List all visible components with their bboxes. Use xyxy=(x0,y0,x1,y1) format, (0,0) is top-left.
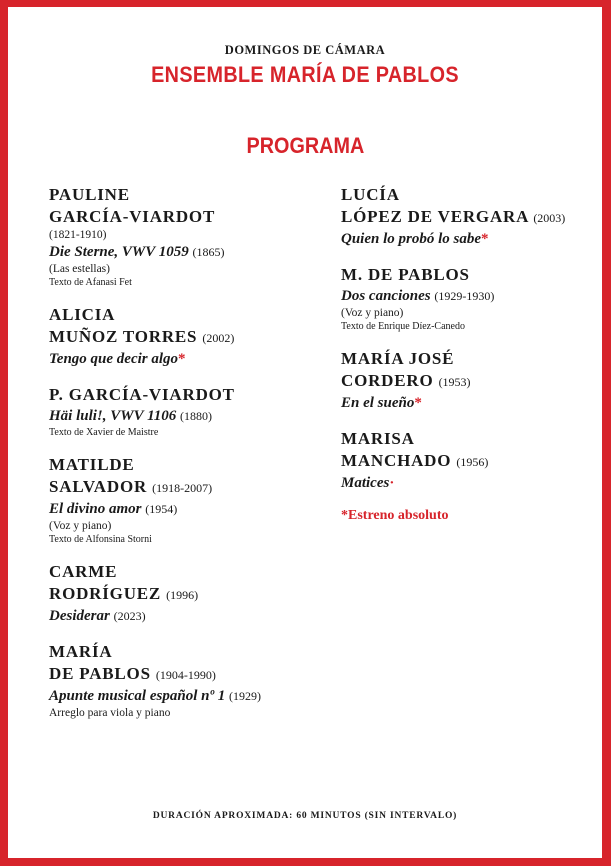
program-item xyxy=(341,264,591,333)
composer-name xyxy=(49,206,319,228)
premiere-mark: * xyxy=(178,351,186,367)
work-title xyxy=(341,286,591,306)
composer-name: LUCÍA xyxy=(341,185,400,204)
composer-name: MARÍA xyxy=(49,642,113,661)
work-title xyxy=(49,406,319,426)
work-title xyxy=(341,229,591,249)
work-note: Texto de Alfonsina Storni xyxy=(49,534,152,545)
composer-surname: GARCÍA-VIARDOT xyxy=(49,207,216,226)
work-name: Dos canciones xyxy=(341,288,431,304)
right-column xyxy=(341,184,591,524)
work-note: Arreglo para viola y piano xyxy=(49,707,171,719)
composer-name xyxy=(341,450,591,473)
composer-surname: MANCHADO xyxy=(341,451,452,470)
work-name: Desiderar xyxy=(49,608,110,624)
composer-name: P. GARCÍA-VIARDOT xyxy=(49,385,235,404)
composer-years: (1904-1990) xyxy=(155,668,216,682)
work-title xyxy=(341,393,591,413)
work-name: Tengo que decir algo xyxy=(49,351,179,367)
work-year: (1929-1930) xyxy=(434,289,495,303)
work-name: Die Sterne, VWV 1059 xyxy=(49,244,189,260)
premiere-legend xyxy=(341,508,591,524)
composer-years: (1956) xyxy=(456,455,489,469)
work-note: (Voz y piano) xyxy=(341,307,404,319)
program-item xyxy=(341,428,591,493)
ensemble-title: ENSEMBLE MARÍA DE PABLOS xyxy=(151,62,459,87)
premiere-mark: * xyxy=(414,395,422,411)
composer-name xyxy=(341,370,591,393)
composer-name xyxy=(49,583,319,606)
composer-surname: CORDERO xyxy=(341,371,434,390)
composer-name xyxy=(49,663,319,686)
duration-footer: DURACIÓN APROXIMADA: 60 MINUTOS (SIN INTERVALO) xyxy=(152,811,458,821)
work-name: Häi luli!, VWV 1106 xyxy=(49,408,177,424)
composer-name: MARISA xyxy=(341,429,415,448)
composer-name: ALICIA xyxy=(49,305,116,324)
header xyxy=(8,43,602,88)
work-note: (Voz y piano) xyxy=(49,520,112,532)
work-year: (1929) xyxy=(228,689,261,703)
work-name: Quien lo probó lo sabe xyxy=(341,231,482,247)
composer-years: (1953) xyxy=(438,375,471,389)
work-year: (1865) xyxy=(192,245,225,259)
composer-years: (1821-1910) xyxy=(49,229,107,241)
program-item xyxy=(341,348,591,413)
program-item xyxy=(49,184,319,289)
work-note: Texto de Xavier de Maistre xyxy=(49,427,159,438)
composer-name xyxy=(49,476,319,499)
composer-years: (2003) xyxy=(533,211,566,225)
work-year: (2023) xyxy=(113,609,146,623)
composer-name xyxy=(49,326,319,349)
composer-name: MARÍA JOSÉ xyxy=(341,349,455,368)
work-note: Texto de Afanasi Fet xyxy=(49,277,132,288)
program-item xyxy=(49,561,319,626)
program-item xyxy=(49,641,319,720)
composer-name xyxy=(341,206,591,229)
program-heading xyxy=(8,133,602,159)
work-title xyxy=(49,686,319,706)
composer-surname: LÓPEZ DE VERGARA xyxy=(341,207,529,226)
program-page xyxy=(8,7,602,858)
program-item xyxy=(341,184,591,249)
work-name: El divino amor xyxy=(49,501,142,517)
left-column xyxy=(49,184,319,735)
composer-surname: RODRÍGUEZ xyxy=(49,584,162,603)
work-title xyxy=(49,606,319,626)
composer-years: (2002) xyxy=(202,331,235,345)
work-title xyxy=(341,473,591,493)
composer-surname: SALVADOR xyxy=(49,477,148,496)
work-title xyxy=(49,499,319,519)
work-name: En el sueño xyxy=(341,395,415,411)
program-item xyxy=(49,384,319,439)
premiere-mark: · xyxy=(389,475,395,491)
work-note: Texto de Enrique Díez-Canedo xyxy=(341,321,465,332)
composer-surname: DE PABLOS xyxy=(49,664,151,683)
composer-years: (1918-2007) xyxy=(152,481,213,495)
premiere-mark: * xyxy=(481,231,489,247)
premiere-legend-mark: * xyxy=(341,508,348,523)
work-note: (Las estellas) xyxy=(49,263,110,275)
work-title xyxy=(49,349,319,369)
composer-name: MATILDE xyxy=(49,455,135,474)
work-name: Apunte musical español nº 1 xyxy=(49,688,226,704)
composer-name: M. DE PABLOS xyxy=(341,265,470,284)
composer-years: (1996) xyxy=(166,588,199,602)
work-year: (1880) xyxy=(180,409,213,423)
work-title xyxy=(49,242,319,262)
work-name: Matices xyxy=(341,475,390,491)
program-item xyxy=(49,304,319,369)
premiere-legend-text: Estreno absoluto xyxy=(348,508,449,523)
work-year: (1954) xyxy=(145,502,178,516)
series-title: DOMINGOS DE CÁMARA xyxy=(224,43,386,57)
composer-name: PAULINE xyxy=(49,185,130,204)
program-heading-text: PROGRAMA xyxy=(246,133,364,158)
composer-surname: MUÑOZ TORRES xyxy=(49,327,198,346)
composer-name: CARME xyxy=(49,562,118,581)
program-item xyxy=(49,454,319,546)
